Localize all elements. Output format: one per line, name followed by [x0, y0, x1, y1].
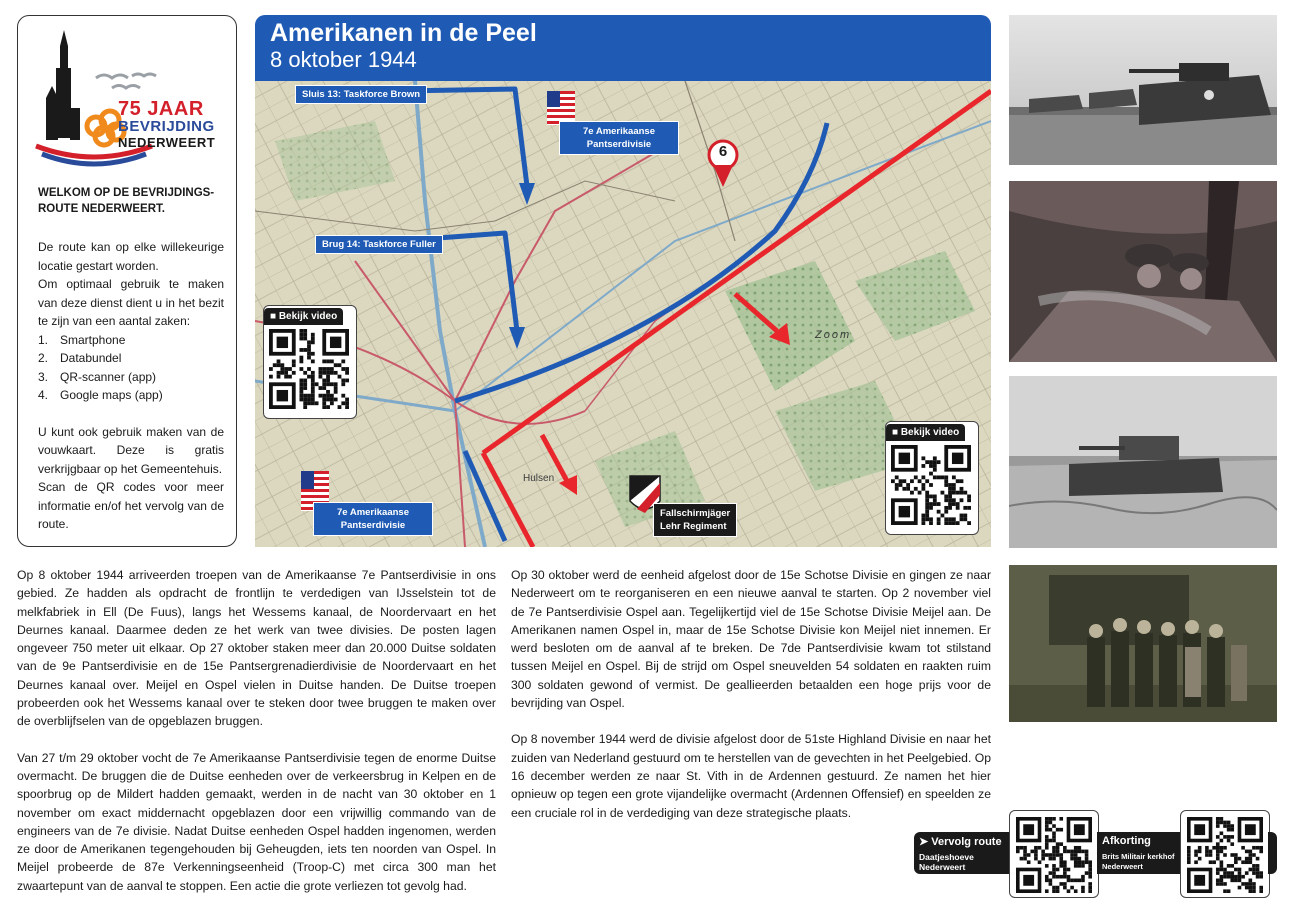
- video-qr-card-right[interactable]: [885, 421, 979, 535]
- photo-soldiers-foxhole: [1009, 181, 1277, 362]
- afkorting-place: Nederweert: [1102, 862, 1143, 871]
- afkorting-title: Afkorting: [1102, 835, 1151, 847]
- list-item: 1. Smartphone: [38, 332, 126, 347]
- body-column-2: [511, 566, 991, 840]
- logo-title: 75 JAAR: [118, 98, 204, 120]
- navigation-arrow-icon: ➤: [919, 836, 929, 848]
- vervolg-route-place: Nederweert: [919, 862, 966, 872]
- video-camera-icon: ■: [892, 427, 899, 438]
- info-paragraph: U kunt ook gebruik maken van de vouwkaart. Deze is gratis verkrijgbaar op het Gemeentehuis.: [38, 424, 224, 476]
- vervolg-route-label: [914, 832, 1009, 874]
- info-paragraph: Scan de QR codes voor meer informatie en/of het vervolg van de route.: [38, 480, 224, 531]
- video-qr-card-left[interactable]: [263, 305, 357, 419]
- label-brug-14: Brug 14: Taskforce Fuller: [315, 235, 443, 254]
- body-paragraph: Op 8 oktober 1944 arriveerden troepen van de Amerikaanse 7e Pantserdivisie in ons gebied. Ze hadden als opdracht de frontlijn te verdedigen van IJsselstein tot de melkfabriek in Ell (De Fuus), langs het Wessems kanaal, de Noordervaart en het Deurnes kanaal. Daarmee deden ze het werk van twee divisies. De posten lagen ongeveer 750 meter uit elkaar. Op 27 oktober staken meer dan 20.000 Duitse soldaten van de 9e Pantserdivisie en de 15e Pantsergrenadierdivisie de Noordervaart en het Deurnes kanaal over. Meijel en Ospel vielen in Duitse handen. De Duitse troepen probeerden ook het Wessems kanaal over te steken door twee bruggen te maken over de overblijfselen van de opgeblazen bruggen.: [17, 568, 496, 729]
- qr-code-icon[interactable]: [891, 445, 978, 530]
- list-item: 4. Google maps (app): [38, 388, 163, 402]
- body-column-1: [17, 566, 496, 913]
- place-hulsen: Hulsen: [523, 473, 555, 484]
- photo-soldiers-group: [1009, 565, 1277, 722]
- info-paragraph: De route kan op elke willekeurige locatie gestart worden.: [38, 240, 224, 273]
- qr-code-icon[interactable]: [269, 329, 356, 414]
- video-label: ■ Bekijk video: [886, 424, 965, 441]
- historic-map: [255, 81, 991, 547]
- video-camera-icon: ■: [270, 311, 277, 322]
- info-text: [38, 238, 224, 534]
- info-box: [17, 15, 237, 547]
- label-7e-amerikaanse-top: 7e Amerikaanse Pantserdivisie: [559, 121, 679, 155]
- page-subtitle: 8 oktober 1944: [270, 47, 417, 72]
- vervolg-route-qr-card[interactable]: [1009, 810, 1099, 898]
- welcome-heading: WELKOM OP DE BEVRIJDINGS-ROUTE NEDERWEERT.: [38, 187, 215, 215]
- label-fallschirmjager: Fallschirmjäger Lehr Regiment: [653, 503, 737, 537]
- afkorting-qr-card[interactable]: [1180, 810, 1270, 898]
- afkorting-label: [1097, 832, 1180, 874]
- list-item: 2. Databundel: [38, 351, 122, 365]
- footer-edge: [1268, 832, 1277, 874]
- requirements-list: [38, 331, 224, 405]
- location-marker-number: 6: [718, 143, 728, 160]
- photo-tanks-field: [1009, 15, 1277, 165]
- map-header: [255, 15, 991, 81]
- label-sluis-13: Sluis 13: Taskforce Brown: [295, 85, 427, 104]
- qr-code-icon[interactable]: [1187, 817, 1269, 898]
- place-zoom: Zoom: [815, 329, 852, 341]
- info-paragraph: Om optimaal gebruik te maken van deze dienst dient u in het bezit te zijn van een aantal zaken:: [38, 277, 224, 328]
- photo-tank-grass: [1009, 376, 1277, 548]
- vervolg-route-destination: Daatjeshoeve: [919, 852, 974, 862]
- body-paragraph: Op 30 oktober werd de eenheid afgelost door de 15e Schotse Divisie en gingen ze naar Nederweert om te reorganiseren en een nieuwe aanval te starten. Op 2 november viel de 7e Pantserdivisie Ospel aan. Tegelijkertijd viel de 15e Schotse Divisie Meijel aan. De Amerikanen namen Ospel in, maar de 15e Schotse Divisie kon Meijel niet innemen. Er werd besloten om de aanval af te breken. De 7de Pantserdivisie kwam tot stilstand tussen Meijel en Ospel. Bij de strijd om Ospel sneuvelden 54 soldaten en raakten ruim 300 soldaten gewond of vermist. De geallieerden betaalden een hoge prijs voor de bevrijding van Ospel.: [511, 568, 991, 711]
- page-title: Amerikanen in de Peel: [270, 19, 537, 47]
- afkorting-destination: Brits Militair kerkhof: [1102, 852, 1175, 861]
- vervolg-route-title: Vervolg route: [931, 836, 1002, 848]
- label-7e-amerikaanse-bottom: 7e Amerikaanse Pantserdivisie: [313, 502, 433, 536]
- logo-line-nederweert: NEDERWEERT: [118, 135, 216, 150]
- body-paragraph: Van 27 t/m 29 oktober vocht de 7e Amerikaanse Pantserdivisie tegen de enorme Duitse overmacht. De bruggen die de Duitse eenheden over de verkeersbrug in Kelpen en de spoorbrug op de Mildert hadden gemaakt, werden in de nacht van 30 oktober en 1 november om exact middernacht opgeblazen door een vrijwillig commando van de engineers van de 7e divisie. Nadat Duitse eenheden Ospel hadden ingenomen, werden ze door de Amerikanen tegengehouden bij Geheugden, iets ten noorden van Ospel. In Meijel probeerde de 87e Verkenningseenheid (Troop-C) met circa 300 man het zwaartepunt van de aanval te stoppen. Een actie die grote verliezen tot gevolg had.: [17, 750, 496, 893]
- qr-code-icon[interactable]: [1016, 817, 1098, 898]
- video-label: ■ Bekijk video: [264, 308, 343, 325]
- body-paragraph: Op 8 november 1944 werd de divisie afgelost door de 51ste Highland Divisie en naar het zuiden van Nederland gestuurd om te herstellen van de gevechten in het Peelgebied. Op 16 december werden ze naar St. Vith in de Ardennen gestuurd. Ze namen het hier opnieuw op tegen een grote vijandelijke overmacht (Ardennen Offensief) en speelden ze een cruciale rol in de verdediging van deze strategische plaats.: [511, 732, 991, 820]
- logo-line-bevrijding: BEVRIJDING: [118, 118, 215, 135]
- us-flag-top: [547, 91, 575, 125]
- list-item: 3. QR-scanner (app): [38, 369, 157, 384]
